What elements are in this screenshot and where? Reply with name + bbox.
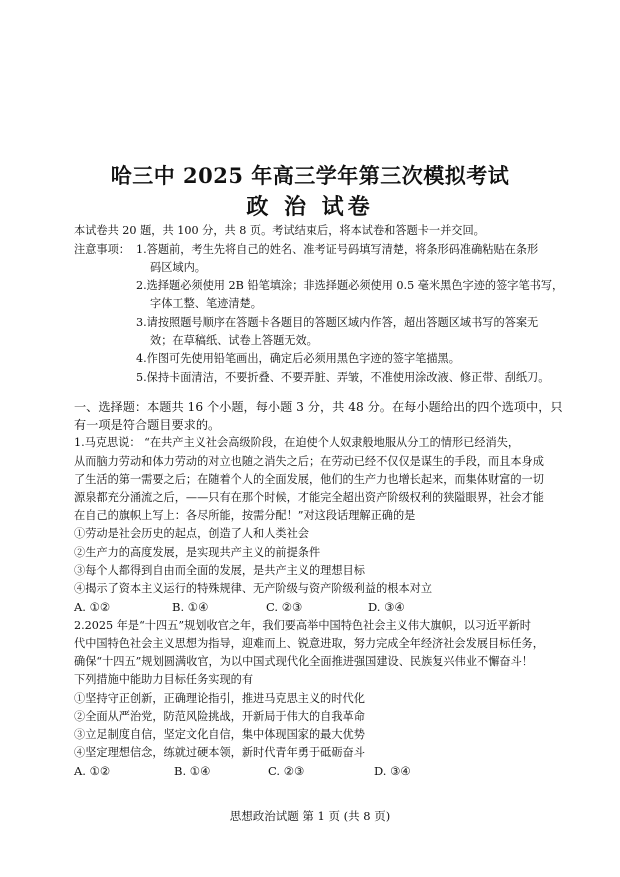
section-heading-line-2: 有一项是符合题目要求的。 — [74, 418, 221, 432]
note-1-line-1: 1.答题前，考生先将自己的姓名、准考证号码填写清楚，将条形码准确粘贴在条形 — [136, 243, 539, 256]
note-3-line-2: 效；在草稿纸、试卷上答题无效。 — [150, 334, 318, 347]
note-2-line-1: 2.选择题必须使用 2B 铅笔填涂；非选择题必须使用 0.5 毫米黑色字迹的签字笔书写， — [136, 279, 564, 292]
q1-item-2: ②生产力的高度发展，是实现共产主义的前提条件 — [74, 546, 321, 559]
q2-option-a: A. ①② — [74, 764, 111, 778]
q1-stem-line-1: 1.马克思说： “在共产主义社会高级阶段，在迫使个人奴隶般地服从分工的情形已经消失， — [74, 436, 520, 449]
q2-stem-line-3: 确保“十四五”规划圆满收官，为以中国式现代化全面推进强国建设、民族复兴伟业不懈奋斗！ — [74, 655, 533, 668]
q1-option-a: A. ①② — [74, 600, 111, 614]
note-4: 4.作图可先使用铅笔画出，确定后必须用黑色字迹的签字笔描黑。 — [136, 352, 460, 365]
q1-item-4: ④揭示了资本主义运行的特殊规律、无产阶级与资产阶级利益的根本对立 — [74, 582, 433, 595]
q1-stem-line-2: 从而脑力劳动和体力劳动的对立也随之消失之后；在劳动已经不仅仅是谋生的手段，而且本身成 — [74, 455, 544, 468]
exam-summary: 本试卷共 20 题，共 100 分，共 8 页。考试结束后，将本试卷和答题卡一并交回。 — [74, 224, 485, 237]
q2-item-2: ②全面从严治党，防范风险挑战，开新局于伟大的自我革命 — [74, 710, 365, 723]
section-heading-line-1: 一、选择题：本题共 16 个小题，每小题 3 分，共 48 分。在每小题给出的四个选项中，只 — [74, 400, 563, 414]
note-3-line-1: 3.请按照题号顺序在答题卡各题目的答题区域内作答，超出答题区域书写的答案无 — [136, 316, 539, 329]
q2-option-b: B. ①④ — [174, 764, 211, 778]
q2-stem-line-4: 下列措施中能助力目标任务实现的有 — [74, 673, 254, 686]
q2-stem-line-2: 代中国特色社会主义思想为指导，迎难而上、锐意进取，努力完成全年经济社会发展目标任务， — [74, 637, 544, 650]
q1-stem-line-5: 在自己的旗帜上写上：各尽所能，按需分配！”对这段话理解正确的是 — [74, 509, 416, 522]
q1-item-1: ①劳动是社会历史的起点，创造了人和人类社会 — [74, 527, 309, 540]
exam-title: 哈三中 2025 年高三学年第三次模拟考试 — [110, 163, 510, 188]
note-5: 5.保持卡面清洁，不要折叠、不要弄脏、弄皱，不准使用涂改液、修正带、刮纸刀。 — [136, 371, 550, 384]
q1-option-c: C. ②③ — [266, 600, 303, 614]
q1-item-3: ③每个人都得到自由而全面的发展，是共产主义的理想目标 — [74, 564, 365, 577]
note-1-line-2: 码区域内。 — [150, 261, 206, 274]
q1-stem-line-3: 了生活的第一需要之后；在随着个人的全面发展，他们的生产力也增长起来，而集体财富的一切 — [74, 473, 544, 486]
q2-option-d: D. ③④ — [374, 764, 411, 778]
q2-option-c: C. ②③ — [268, 764, 305, 778]
exam-subject: 政 治 试卷 — [246, 194, 374, 220]
q2-item-1: ①坚持守正创新，正确理论指引，推进马克思主义的时代化 — [74, 692, 365, 705]
q2-stem-line-1: 2.2025 年是“十四五”规划收官之年，我们要高举中国特色社会主义伟大旗帜，以习近平新时 — [74, 619, 531, 632]
q1-option-d: D. ③④ — [368, 600, 405, 614]
q1-stem-line-4: 源泉都充分涌流之后，——只有在那个时候，才能完全超出资产阶级权利的狭隘眼界，社会才能 — [74, 491, 544, 504]
q2-item-3: ③立足制度自信，坚定文化自信，集中体现国家的最大优势 — [74, 728, 365, 741]
q2-item-4: ④坚定理想信念，练就过硬本领，新时代青年勇于砥砺奋斗 — [74, 746, 365, 759]
page-footer: 思想政治试题 第 1 页 (共 8 页) — [229, 809, 391, 823]
notice-label: 注意事项： — [74, 243, 130, 256]
note-2-line-2: 字体工整、笔迹清楚。 — [150, 297, 262, 310]
q1-option-b: B. ①④ — [172, 600, 209, 614]
